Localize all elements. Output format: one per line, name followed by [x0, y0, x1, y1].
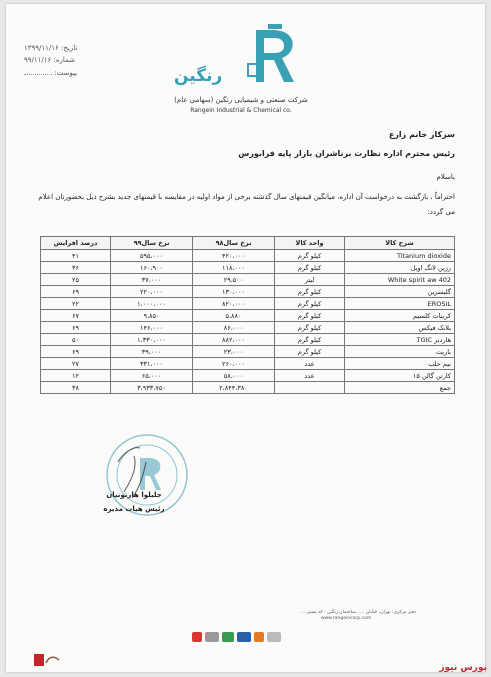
table-cell: کیلو گرم — [275, 346, 345, 358]
table-cell: ۲۷ — [41, 358, 111, 370]
recipient-title: رئیس محترم اداره نظارت برناشران بازار پایه فرابورس — [238, 149, 455, 158]
signer-title: رئیس هیات مدیره — [103, 505, 165, 513]
table-cell: کیلو گرم — [275, 286, 345, 298]
table-cell: کیلو گرم — [275, 334, 345, 346]
table-cell: ۲۵ — [41, 274, 111, 286]
table-row — [41, 334, 455, 346]
table-cell: White spirit aw 402 — [345, 274, 455, 286]
table-cell: ۱۳۰،۰۰۰ — [193, 286, 275, 298]
cert-logo-icon — [267, 632, 281, 642]
table-cell: ۲۲۰،۰۰۰ — [111, 286, 193, 298]
table-cell — [275, 382, 345, 394]
date-value: ۱۳۹۹/۱۱/۱۶ — [24, 44, 59, 52]
table-cell: ۱۶۰،۹۰۰ — [111, 262, 193, 274]
table-cell: ۳۷،۰۰۰ — [111, 274, 193, 286]
table-cell: کیلو گرم — [275, 298, 345, 310]
table-cell: نیم حلب — [345, 358, 455, 370]
table-cell: ۳۸ — [41, 382, 111, 394]
cert-logo-icon — [237, 632, 251, 642]
table-cell: ۱۲ — [41, 370, 111, 382]
table-cell: ۶۹ — [41, 346, 111, 358]
table-row — [41, 310, 455, 322]
company-name-fa: شرکت صنعتی و شیمیایی رنگین (سهامی عام) — [174, 96, 308, 104]
table-cell: جمع — [345, 382, 455, 394]
table-row — [41, 274, 455, 286]
table-cell: باریت — [345, 346, 455, 358]
company-name-en: Rangein Industrial & Chemical co. — [190, 107, 292, 114]
table-cell: ۳۳۱،۰۰۰ — [111, 358, 193, 370]
letter-sheet — [6, 4, 485, 672]
header-cell: نرخ سال۹۸ — [193, 237, 275, 250]
attachment-label: پیوست: — [54, 69, 78, 77]
table-cell: رزین لانگ اویل — [345, 262, 455, 274]
header-cell: واحد کالا — [275, 237, 345, 250]
table-cell: کیلو گرم — [275, 262, 345, 274]
table-cell: ۲،۸۴۴،۳۸۰ — [193, 382, 275, 394]
company-logo-icon — [244, 24, 304, 90]
table-cell: ۸۶،۰۰۰ — [193, 322, 275, 334]
table-cell: ۱۴۶،۰۰۰ — [111, 322, 193, 334]
table-cell: Titanium dioxide — [345, 250, 455, 262]
table-cell: ۵،۸۸۰ — [193, 310, 275, 322]
table-row — [41, 286, 455, 298]
footer-address — [276, 610, 416, 622]
table-row — [41, 322, 455, 334]
corner-badge-icon — [34, 654, 60, 666]
date-label: تاریخ: — [61, 44, 78, 52]
table-cell: ۹،۸۵۰ — [111, 310, 193, 322]
table-row — [41, 358, 455, 370]
table-cell: هاردنر TGIC — [345, 334, 455, 346]
table-cell: بلانک فیکس — [345, 322, 455, 334]
table-header-row — [41, 237, 455, 250]
table-cell: ۵۸،۰۰۰ — [193, 370, 275, 382]
footer-address-text: دفتر مرکزی: تهران، خیابان ... ، ساختمان رنگین - کد پستی ... — [300, 610, 416, 615]
table-cell: کیلو گرم — [275, 322, 345, 334]
table-cell: عدد — [275, 370, 345, 382]
recipient-name: سرکار خانم زارع — [388, 130, 455, 139]
date-field — [24, 44, 84, 52]
header-cell: نرخ سال۹۹ — [111, 237, 193, 250]
cert-logo-icon — [192, 632, 202, 642]
header-cell: درصد افزایش — [41, 237, 111, 250]
company-logo-text: رنگین — [174, 66, 223, 86]
table-cell: ۳۶ — [41, 262, 111, 274]
table-cell: ۲۹،۵۰۰ — [193, 274, 275, 286]
table-cell: ۱،۳۳۰،۰۰۰ — [111, 334, 193, 346]
table-cell: کارتن گالن ۱۵ — [345, 370, 455, 382]
attachment-line — [24, 68, 52, 75]
table-cell: ۳۹،۰۰۰ — [111, 346, 193, 358]
cert-logo-icon — [222, 632, 234, 642]
table-cell: ۲۶۰،۰۰۰ — [193, 358, 275, 370]
table-cell: ۶۹ — [41, 322, 111, 334]
letter-body: احتراماً ، بازگشت به درخواست آن اداره، میانگین قیمتهای سال گذشته برخی از مواد اولیه در مقایسه با قیمتهای جدید بشرح ذیل بحضورتان اعلام می گردد: — [38, 193, 455, 216]
greeting: باسلام — [436, 173, 455, 181]
table-cell: ۶۹ — [41, 286, 111, 298]
footer-certification-logos — [192, 632, 281, 644]
price-table — [40, 236, 455, 394]
table-cell: ۸۸۲،۰۰۰ — [193, 334, 275, 346]
table-cell: ۴۱ — [41, 250, 111, 262]
table-cell: ۵۰ — [41, 334, 111, 346]
number-field — [24, 56, 84, 64]
table-cell: کربنات کلسیم — [345, 310, 455, 322]
number-label: شماره: — [53, 56, 75, 64]
table-body — [41, 250, 455, 394]
table-cell: کیلو گرم — [275, 310, 345, 322]
table-row — [41, 250, 455, 262]
table-cell: کیلو گرم — [275, 250, 345, 262]
table-row — [41, 382, 455, 394]
watermark: بورس نیوز — [439, 663, 487, 673]
cert-logo-icon — [254, 632, 264, 642]
signer-name: جلیلوا هارتونیان — [106, 491, 162, 499]
table-row — [41, 370, 455, 382]
table-cell: ۲۳،۰۰۰ — [193, 346, 275, 358]
table-row — [41, 298, 455, 310]
table-cell: ۴۲۰،۰۰۰ — [193, 250, 275, 262]
table-cell: ۶۵،۰۰۰ — [111, 370, 193, 382]
attachment-field — [24, 68, 84, 77]
table-cell: ۸۲۰،۰۰۰ — [193, 298, 275, 310]
table-row — [41, 346, 455, 358]
table-cell: گلیسرین — [345, 286, 455, 298]
table-cell: ۱۱۸،۰۰۰ — [193, 262, 275, 274]
table-cell: عدد — [275, 358, 345, 370]
table-cell: ۶۷ — [41, 310, 111, 322]
table-cell: لیتر — [275, 274, 345, 286]
table-row — [41, 262, 455, 274]
table-cell: ۳،۹۳۳،۷۵۰ — [111, 382, 193, 394]
cert-logo-icon — [205, 632, 219, 642]
footer-website: www.rangeincorp.com — [320, 616, 372, 621]
number-value: ۹۹/۱۱/۱۶ — [24, 56, 52, 64]
table-cell: ۱،۰۰۰،۰۰۰ — [111, 298, 193, 310]
table-cell: EROSIL — [345, 298, 455, 310]
table-cell: ۵۹۵،۰۰۰ — [111, 250, 193, 262]
table-cell: ۲۲ — [41, 298, 111, 310]
header-cell: شرح کالا — [345, 237, 455, 250]
